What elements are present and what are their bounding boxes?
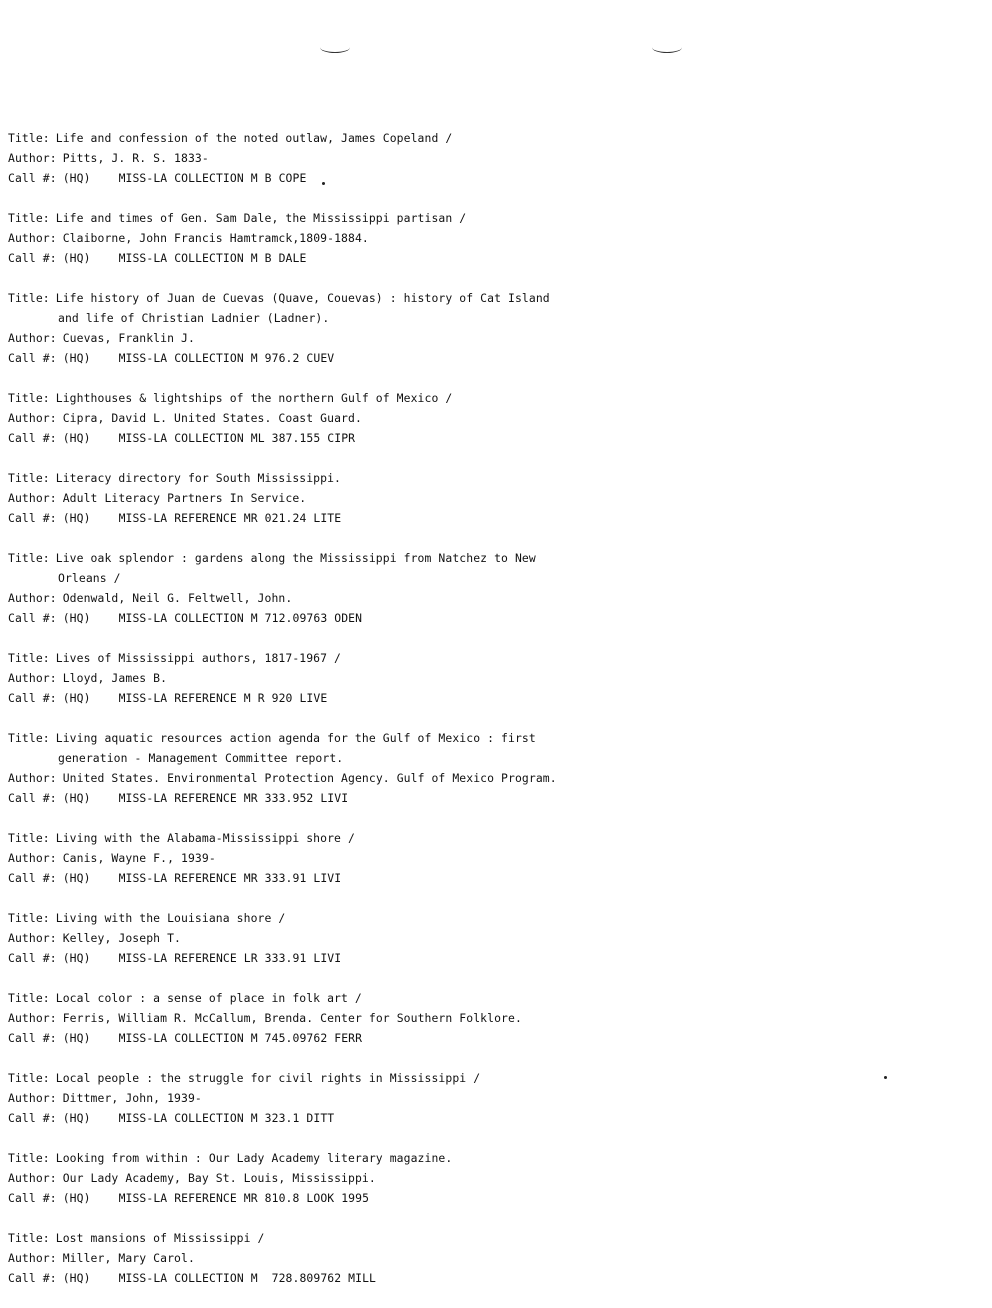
catalog-record: [8, 728, 968, 808]
call-number-label: Call #:: [8, 1111, 57, 1125]
record-title-line: [8, 208, 968, 228]
record-call-number: MISS-LA COLLECTION M B DALE: [118, 251, 307, 265]
record-branch: (HQ): [62, 1271, 91, 1285]
title-label: Title:: [8, 391, 50, 405]
record-author: Cuevas, Franklin J.: [62, 331, 195, 345]
call-number-label: Call #:: [8, 951, 57, 965]
record-call-number: MISS-LA REFERENCE MR 021.24 LITE: [118, 511, 342, 525]
catalog-record: [8, 388, 968, 448]
record-call-line: [8, 1028, 968, 1048]
record-author-line: [8, 228, 968, 248]
catalog-record: [8, 908, 968, 968]
record-title: Living with the Alabama-Mississippi shore /: [55, 831, 355, 845]
record-branch: (HQ): [62, 871, 91, 885]
scan-artifact-left: [320, 42, 350, 53]
call-number-label: Call #:: [8, 1191, 57, 1205]
record-title-line: [8, 728, 968, 748]
author-label: Author:: [8, 231, 57, 245]
author-label: Author:: [8, 411, 57, 425]
record-call-number: MISS-LA REFERENCE M R 920 LIVE: [118, 691, 328, 705]
record-author: Canis, Wayne F., 1939-: [62, 851, 216, 865]
record-title: Life history of Juan de Cuevas (Quave, Couevas) : history of Cat Island: [55, 291, 550, 305]
record-title-line: [8, 908, 968, 928]
record-title: generation - Management Committee report.: [58, 751, 344, 765]
record-title-line: [8, 1068, 968, 1088]
catalog-record: [8, 828, 968, 888]
title-label: Title:: [8, 471, 50, 485]
record-author-line: [8, 848, 968, 868]
record-author: Lloyd, James B.: [62, 671, 168, 685]
record-branch: (HQ): [62, 691, 91, 705]
catalog-record: [8, 1068, 968, 1128]
record-author: Adult Literacy Partners In Service.: [62, 491, 307, 505]
record-title: Lighthouses & lightships of the northern Gulf of Mexico /: [55, 391, 453, 405]
author-label: Author:: [8, 1011, 57, 1025]
title-label: Title:: [8, 211, 50, 225]
title-label: Title:: [8, 551, 50, 565]
record-call-line: [8, 508, 968, 528]
catalog-record: [8, 208, 968, 268]
record-title: Orleans /: [58, 571, 121, 585]
call-number-label: Call #:: [8, 431, 57, 445]
record-author: Miller, Mary Carol.: [62, 1251, 195, 1265]
call-number-label: Call #:: [8, 791, 57, 805]
record-title: Life and times of Gen. Sam Dale, the Mississippi partisan /: [55, 211, 467, 225]
record-title: Live oak splendor : gardens along the Mississippi from Natchez to New: [55, 551, 536, 565]
record-author: United States. Environmental Protection Agency. Gulf of Mexico Program.: [62, 771, 557, 785]
author-label: Author:: [8, 671, 57, 685]
record-title: Lost mansions of Mississippi /: [55, 1231, 265, 1245]
title-label: Title:: [8, 1151, 50, 1165]
record-title: and life of Christian Ladnier (Ladner).: [58, 311, 330, 325]
record-title-line: [8, 468, 968, 488]
title-label: Title:: [8, 291, 50, 305]
record-author: Our Lady Academy, Bay St. Louis, Mississippi.: [62, 1171, 376, 1185]
record-title-line: [8, 388, 968, 408]
title-label: Title:: [8, 911, 50, 925]
catalog-record: [8, 648, 968, 708]
record-author-line: [8, 588, 968, 608]
title-label: Title:: [8, 831, 50, 845]
record-author: Claiborne, John Francis Hamtramck,1809-1884.: [62, 231, 369, 245]
record-call-line: [8, 428, 968, 448]
record-call-number: MISS-LA COLLECTION M B COPE: [118, 171, 307, 185]
record-author-line: [8, 1008, 968, 1028]
record-branch: (HQ): [62, 251, 91, 265]
record-title: Lives of Mississippi authors, 1817-1967 /: [55, 651, 342, 665]
record-author: Dittmer, John, 1939-: [62, 1091, 202, 1105]
record-call-number: MISS-LA REFERENCE MR 333.952 LIVI: [118, 791, 349, 805]
record-call-number: MISS-LA COLLECTION M 976.2 CUEV: [118, 351, 335, 365]
record-title-line: [8, 128, 968, 148]
record-author-line: [8, 148, 968, 168]
title-label: Title:: [8, 1071, 50, 1085]
call-number-label: Call #:: [8, 171, 57, 185]
record-author-line: [8, 1088, 968, 1108]
record-author-line: [8, 668, 968, 688]
catalog-record: [8, 468, 968, 528]
author-label: Author:: [8, 591, 57, 605]
record-branch: (HQ): [62, 1191, 91, 1205]
record-call-number: MISS-LA COLLECTION M 323.1 DITT: [118, 1111, 335, 1125]
author-label: Author:: [8, 1171, 57, 1185]
record-title: Local people : the struggle for civil rights in Mississippi /: [55, 1071, 481, 1085]
record-title-line: [8, 988, 968, 1008]
catalog-record-list: [8, 128, 968, 1308]
author-label: Author:: [8, 771, 57, 785]
title-label: Title:: [8, 991, 50, 1005]
record-title: Looking from within : Our Lady Academy literary magazine.: [55, 1151, 453, 1165]
title-label: Title:: [8, 651, 50, 665]
record-title-line: [8, 548, 968, 568]
record-author: Kelley, Joseph T.: [62, 931, 182, 945]
record-title-continuation: [8, 748, 968, 768]
scan-artifact-right: [652, 42, 682, 53]
record-call-line: [8, 168, 968, 188]
author-label: Author:: [8, 1251, 57, 1265]
record-call-number: MISS-LA REFERENCE LR 333.91 LIVI: [118, 951, 342, 965]
call-number-label: Call #:: [8, 1271, 57, 1285]
record-title-continuation: [8, 308, 968, 328]
call-number-label: Call #:: [8, 611, 57, 625]
record-title: Literacy directory for South Mississippi.: [55, 471, 342, 485]
call-number-label: Call #:: [8, 1031, 57, 1045]
record-branch: (HQ): [62, 1111, 91, 1125]
record-author-line: [8, 488, 968, 508]
record-author: Odenwald, Neil G. Feltwell, John.: [62, 591, 293, 605]
author-label: Author:: [8, 331, 57, 345]
call-number-label: Call #:: [8, 511, 57, 525]
title-label: Title:: [8, 731, 50, 745]
record-author-line: [8, 1168, 968, 1188]
record-branch: (HQ): [62, 171, 91, 185]
title-label: Title:: [8, 131, 50, 145]
record-call-line: [8, 788, 968, 808]
catalog-record: [8, 1148, 968, 1208]
record-branch: (HQ): [62, 611, 91, 625]
title-label: Title:: [8, 1231, 50, 1245]
catalog-record: [8, 1228, 968, 1288]
author-label: Author:: [8, 931, 57, 945]
record-author-line: [8, 1248, 968, 1268]
record-call-number: MISS-LA COLLECTION ML 387.155 CIPR: [118, 431, 356, 445]
record-call-line: [8, 948, 968, 968]
author-label: Author:: [8, 151, 57, 165]
catalog-record: [8, 548, 968, 628]
author-label: Author:: [8, 491, 57, 505]
record-call-number: MISS-LA COLLECTION M 712.09763 ODEN: [118, 611, 363, 625]
record-call-line: [8, 348, 968, 368]
catalog-record: [8, 988, 968, 1048]
catalog-record: [8, 128, 968, 188]
record-author: Pitts, J. R. S. 1833-: [62, 151, 209, 165]
record-author-line: [8, 928, 968, 948]
record-branch: (HQ): [62, 951, 91, 965]
catalog-record: [8, 288, 968, 368]
record-call-line: [8, 1188, 968, 1208]
record-title: Living with the Louisiana shore /: [55, 911, 286, 925]
record-author-line: [8, 408, 968, 428]
call-number-label: Call #:: [8, 871, 57, 885]
record-call-line: [8, 1108, 968, 1128]
record-title-line: [8, 1148, 968, 1168]
record-title-line: [8, 1228, 968, 1248]
record-title: Life and confession of the noted outlaw, James Copeland /: [55, 131, 453, 145]
record-call-line: [8, 688, 968, 708]
call-number-label: Call #:: [8, 251, 57, 265]
call-number-label: Call #:: [8, 351, 57, 365]
record-call-line: [8, 248, 968, 268]
record-title-line: [8, 828, 968, 848]
record-branch: (HQ): [62, 351, 91, 365]
record-branch: (HQ): [62, 1031, 91, 1045]
record-title-continuation: [8, 568, 968, 588]
call-number-label: Call #:: [8, 691, 57, 705]
record-author-line: [8, 328, 968, 348]
record-call-line: [8, 1268, 968, 1288]
author-label: Author:: [8, 851, 57, 865]
record-branch: (HQ): [62, 431, 91, 445]
record-title-line: [8, 648, 968, 668]
record-call-number: MISS-LA REFERENCE MR 810.8 LOOK 1995: [118, 1191, 370, 1205]
record-author-line: [8, 768, 968, 788]
record-call-number: MISS-LA COLLECTION M 745.09762 FERR: [118, 1031, 363, 1045]
author-label: Author:: [8, 1091, 57, 1105]
record-author: Cipra, David L. United States. Coast Guard.: [62, 411, 362, 425]
record-branch: (HQ): [62, 791, 91, 805]
record-call-line: [8, 868, 968, 888]
record-title-line: [8, 288, 968, 308]
record-title: Living aquatic resources action agenda for the Gulf of Mexico : first: [55, 731, 536, 745]
record-call-number: MISS-LA REFERENCE MR 333.91 LIVI: [118, 871, 342, 885]
record-call-line: [8, 608, 968, 628]
record-title: Local color : a sense of place in folk art /: [55, 991, 362, 1005]
record-author: Ferris, William R. McCallum, Brenda. Center for Southern Folklore.: [62, 1011, 522, 1025]
record-branch: (HQ): [62, 511, 91, 525]
record-call-number: MISS-LA COLLECTION M 728.809762 MILL: [118, 1271, 376, 1285]
